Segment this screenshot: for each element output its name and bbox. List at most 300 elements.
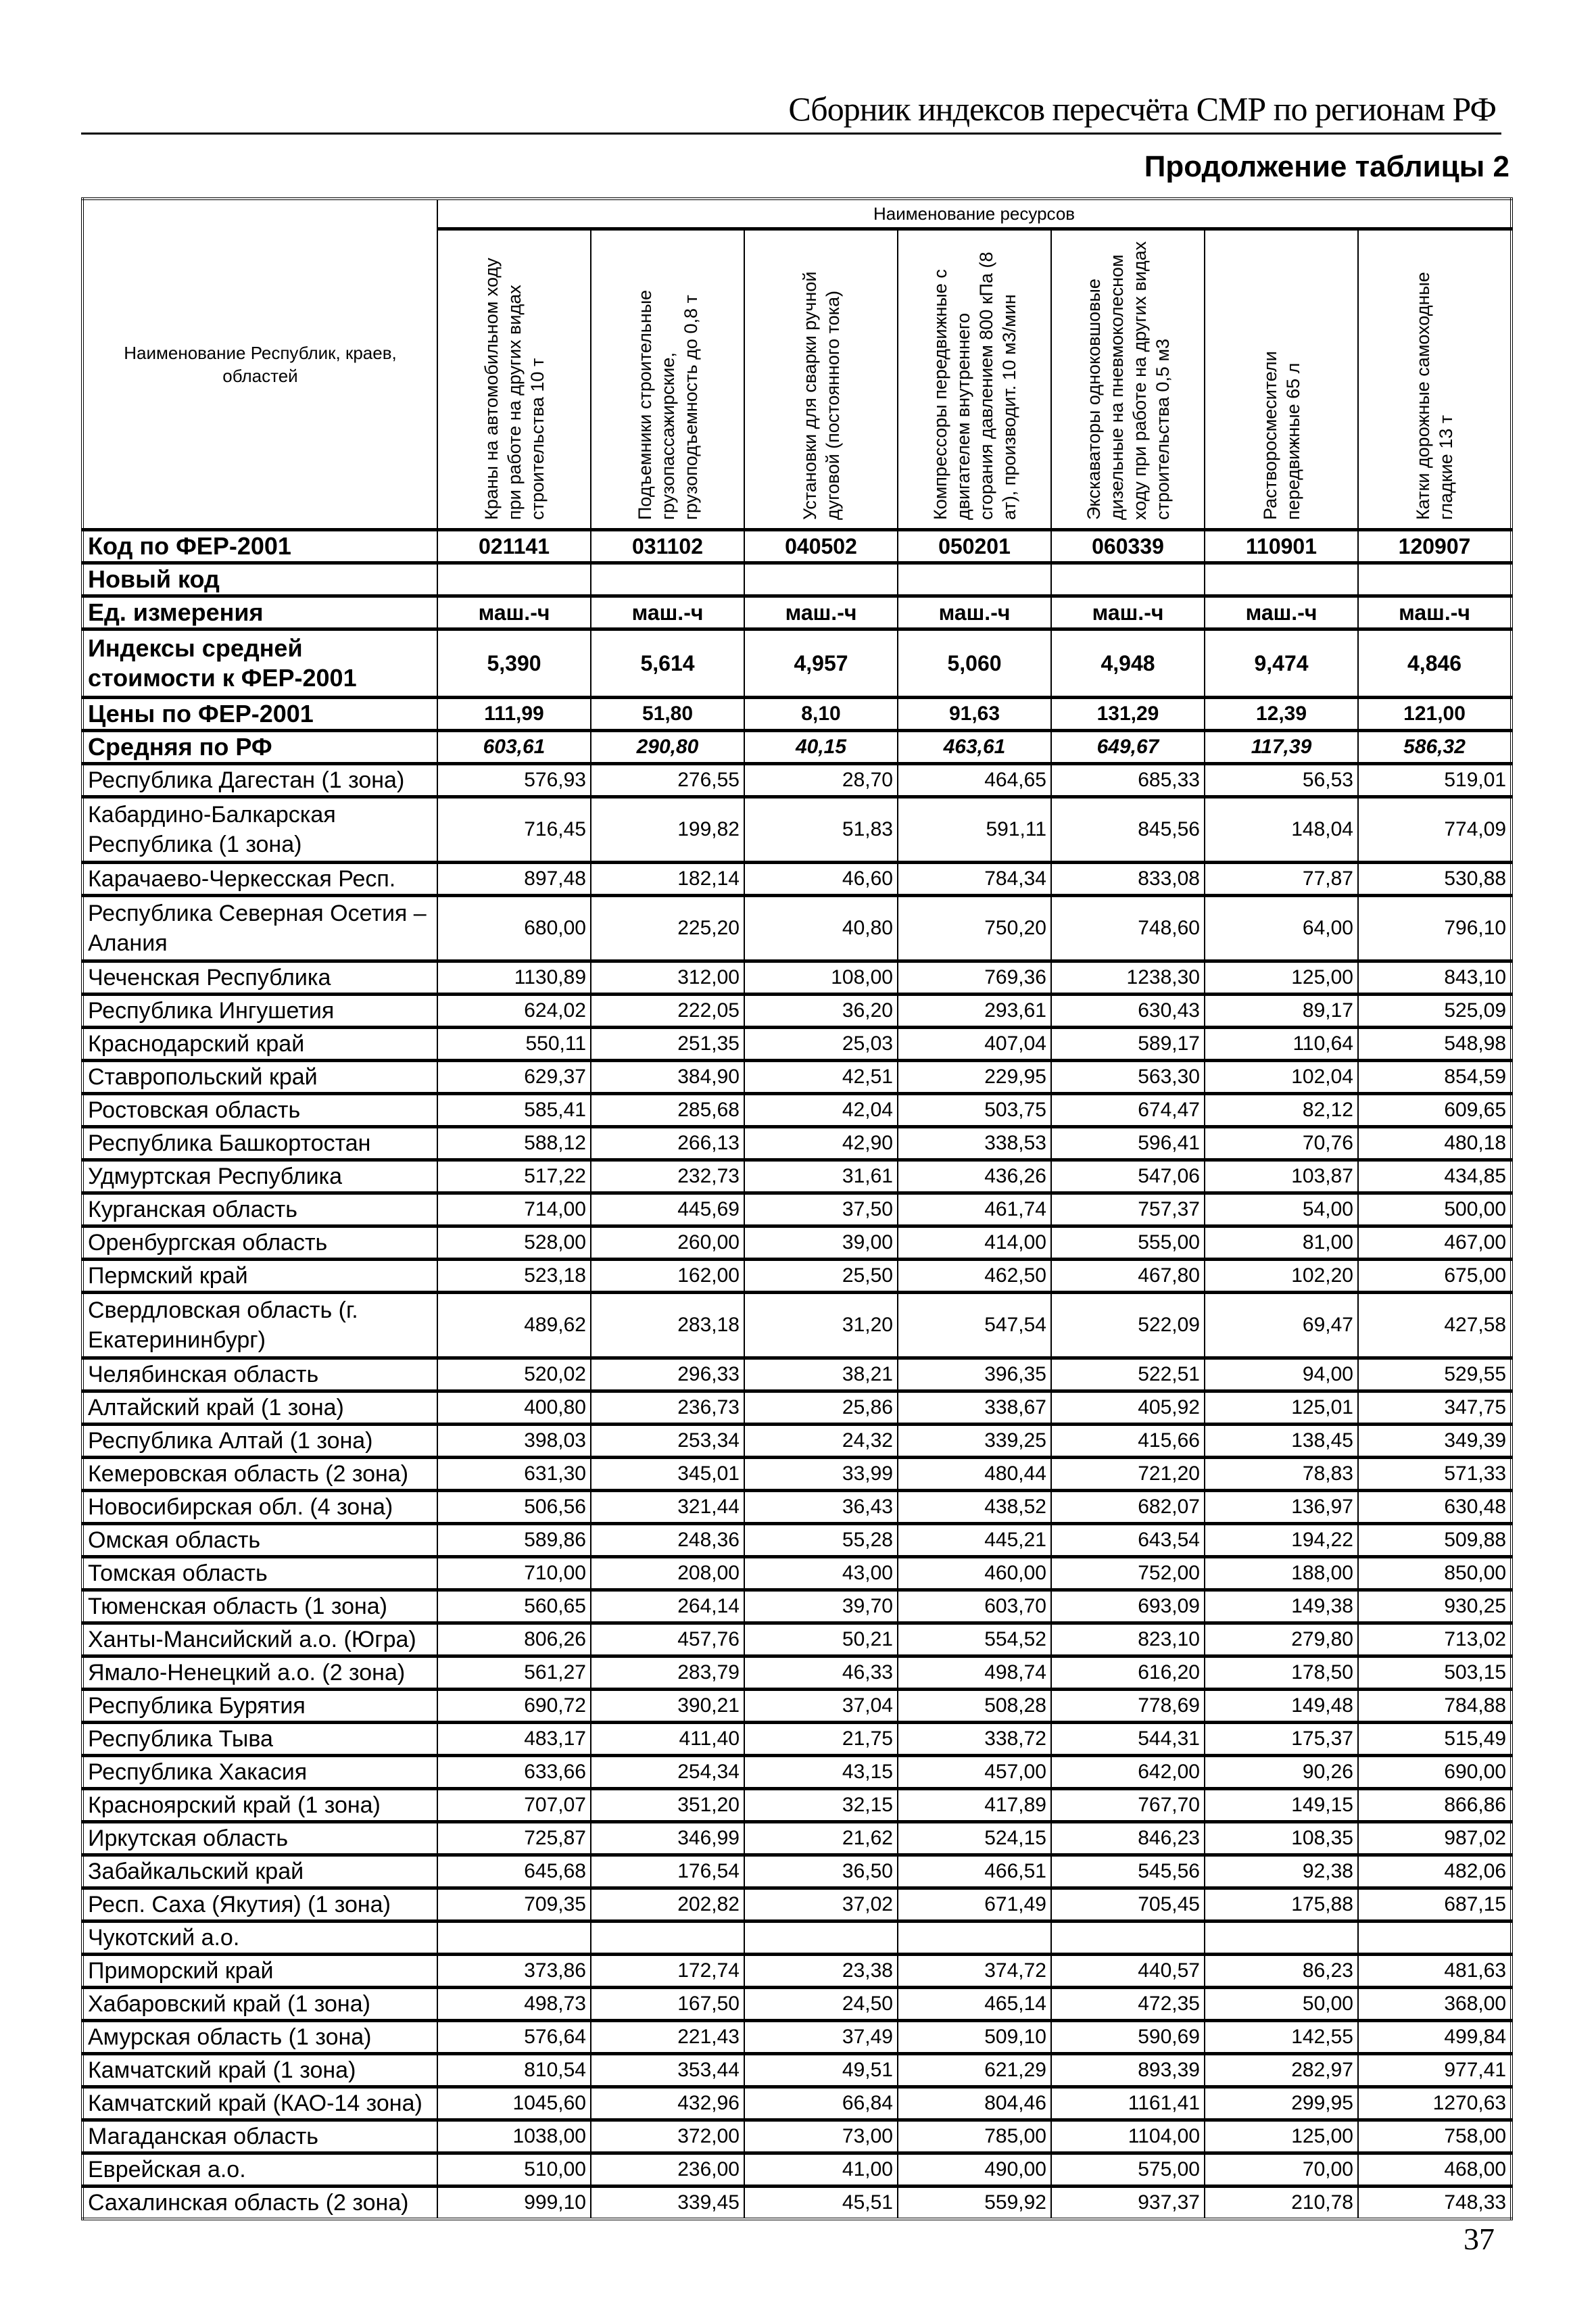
table-row [82,1922,1512,1955]
index-value: 248,36 [591,1524,744,1557]
resource-header-1 [591,229,744,530]
index-value: 42,90 [744,1127,898,1160]
index-value: 778,69 [1051,1690,1205,1723]
index-value: 24,50 [744,1988,898,2021]
index-value: 102,20 [1205,1260,1358,1293]
index-value: 707,07 [437,1789,591,1822]
index-value: 45,51 [744,2187,898,2220]
index-value: 167,50 [591,1988,744,2021]
index-value: 506,56 [437,1491,591,1524]
table-row [82,1557,1512,1590]
index-value: 415,66 [1051,1425,1205,1458]
index-value: 687,15 [1358,1888,1512,1922]
region-name: Алтайский край (1 зона) [82,1391,437,1425]
index-value: 519,01 [1358,764,1512,797]
index-value: 353,44 [591,2054,744,2087]
index-value: 457,00 [898,1756,1051,1789]
index-value: 545,56 [1051,1855,1205,1888]
header-row-value: 12,39 [1205,698,1358,731]
index-value: 680,00 [437,896,591,961]
index-value: 283,18 [591,1293,744,1358]
index-value: 299,95 [1205,2087,1358,2120]
index-value: 77,87 [1205,863,1358,896]
index-value: 125,00 [1205,961,1358,995]
index-value: 276,55 [591,764,744,797]
region-name: Курганская область [82,1193,437,1226]
index-value: 642,00 [1051,1756,1205,1789]
index-value: 490,00 [898,2153,1051,2187]
table-row [82,1656,1512,1690]
index-value: 414,00 [898,1226,1051,1260]
index-value: 937,37 [1051,2187,1205,2220]
index-value: 559,92 [898,2187,1051,2220]
index-value: 175,88 [1205,1888,1358,1922]
region-name: Республика Бурятия [82,1690,437,1723]
index-value: 547,06 [1051,1160,1205,1193]
header-row [82,596,1512,629]
header-rule [81,133,1501,135]
index-value: 457,76 [591,1623,744,1656]
index-value: 56,53 [1205,764,1358,797]
index-value: 631,30 [437,1458,591,1491]
index-value: 588,12 [437,1127,591,1160]
header-row-value: 463,61 [898,731,1051,764]
index-value: 767,70 [1051,1789,1205,1822]
header-row-value [744,563,898,596]
index-value: 346,99 [591,1822,744,1855]
index-value: 398,03 [437,1425,591,1458]
header-row-value: маш.-ч [898,596,1051,629]
index-value: 629,37 [437,1061,591,1094]
table-row [82,1127,1512,1160]
header-row-value: 4,846 [1358,629,1512,698]
index-value: 866,86 [1358,1789,1512,1822]
index-value: 345,01 [591,1458,744,1491]
index-value: 510,00 [437,2153,591,2187]
index-value: 854,59 [1358,1061,1512,1094]
resource-header-0 [437,229,591,530]
index-value: 630,48 [1358,1491,1512,1524]
index-value: 589,86 [437,1524,591,1557]
index-value: 46,60 [744,863,898,896]
region-name: Томская область [82,1557,437,1590]
index-value [1358,1922,1512,1955]
index-value: 283,79 [591,1656,744,1690]
header-row-value: 649,67 [1051,731,1205,764]
index-value: 232,73 [591,1160,744,1193]
index-value: 482,06 [1358,1855,1512,1888]
index-value: 769,36 [898,961,1051,995]
index-value: 804,46 [898,2087,1051,2120]
index-value: 436,26 [898,1160,1051,1193]
index-value: 225,20 [591,896,744,961]
header-row-value [437,563,591,596]
table-row [82,1293,1512,1358]
index-value: 671,49 [898,1888,1051,1922]
index-value: 54,00 [1205,1193,1358,1226]
index-value: 589,17 [1051,1028,1205,1061]
index-value: 229,95 [898,1061,1051,1094]
table-row [82,2153,1512,2187]
table-row [82,1391,1512,1425]
index-value: 522,09 [1051,1293,1205,1358]
index-value: 89,17 [1205,995,1358,1028]
index-value: 82,12 [1205,1094,1358,1127]
region-name: Республика Дагестан (1 зона) [82,764,437,797]
index-value: 633,66 [437,1756,591,1789]
index-value: 590,69 [1051,2021,1205,2054]
index-value: 674,47 [1051,1094,1205,1127]
region-name: Кабардино-Балкарская Республика (1 зона) [82,797,437,863]
index-value: 279,80 [1205,1623,1358,1656]
page-number: 37 [1464,2222,1495,2256]
header-row-label: Новый код [82,563,437,596]
index-value: 530,88 [1358,863,1512,896]
index-value: 561,27 [437,1656,591,1690]
index-value: 548,98 [1358,1028,1512,1061]
index-value: 25,50 [744,1260,898,1293]
index-value: 710,00 [437,1557,591,1590]
table-row [82,1822,1512,1855]
index-value: 351,20 [591,1789,744,1822]
header-row-value: 40,15 [744,731,898,764]
header-row-value: 91,63 [898,698,1051,731]
index-value: 69,47 [1205,1293,1358,1358]
index-value: 125,01 [1205,1391,1358,1425]
region-name: Камчатский край (1 зона) [82,2054,437,2087]
index-value: 31,20 [744,1293,898,1358]
table-row [82,1260,1512,1293]
index-value: 445,21 [898,1524,1051,1557]
index-value: 464,65 [898,764,1051,797]
header-row [82,530,1512,563]
index-value: 468,00 [1358,2153,1512,2187]
resource-name: Экскаваторы одноковшовые дизельные на пневмоколесном ходу при работе на других видах строительства 0,5 м3 [1083,241,1173,520]
index-value: 202,82 [591,1888,744,1922]
index-value: 373,86 [437,1955,591,1988]
region-name: Удмуртская Республика [82,1160,437,1193]
index-value: 846,23 [1051,1822,1205,1855]
header-row-value [898,563,1051,596]
header-row-value: 131,29 [1051,698,1205,731]
header-row-value [1051,563,1205,596]
index-value: 372,00 [591,2120,744,2153]
index-value: 103,87 [1205,1160,1358,1193]
index-value: 293,61 [898,995,1051,1028]
table-row [82,1226,1512,1260]
region-name: Оренбургская область [82,1226,437,1260]
index-value: 266,13 [591,1127,744,1160]
index-value: 42,04 [744,1094,898,1127]
table-row [82,961,1512,995]
index-value: 39,70 [744,1590,898,1623]
resource-name: Установки для сварки ручной дуговой (постоянного тока) [799,271,843,520]
index-value: 748,33 [1358,2187,1512,2220]
index-value: 1161,41 [1051,2087,1205,2120]
index-value: 40,80 [744,896,898,961]
table-row [82,1855,1512,1888]
index-value: 467,80 [1051,1260,1205,1293]
index-value: 39,00 [744,1226,898,1260]
index-value: 750,20 [898,896,1051,961]
continuation-title: Продолжение таблицы 2 [1144,150,1509,183]
index-value: 427,58 [1358,1293,1512,1358]
index-value: 1238,30 [1051,961,1205,995]
index-value: 643,54 [1051,1524,1205,1557]
index-value: 498,74 [898,1656,1051,1690]
table-row [82,1623,1512,1656]
index-value: 41,00 [744,2153,898,2187]
header-row-value: 040502 [744,530,898,563]
region-name: Карачаево-Черкесская Респ. [82,863,437,896]
header-row-value [1205,563,1358,596]
index-value: 748,60 [1051,896,1205,961]
index-value: 585,41 [437,1094,591,1127]
index-value: 498,73 [437,1988,591,2021]
index-value: 339,45 [591,2187,744,2220]
index-value: 149,38 [1205,1590,1358,1623]
resource-header-2 [744,229,898,530]
header-row-value: маш.-ч [437,596,591,629]
index-value: 845,56 [1051,797,1205,863]
table-row [82,1094,1512,1127]
index-value: 31,61 [744,1160,898,1193]
table-row [82,1160,1512,1193]
index-value: 621,29 [898,2054,1051,2087]
index-value: 390,21 [591,1690,744,1723]
header-row-value: 4,948 [1051,629,1205,698]
header-row-value: 5,060 [898,629,1051,698]
region-name: Кемеровская область (2 зона) [82,1458,437,1491]
region-name: Челябинская область [82,1358,437,1391]
index-value: 172,74 [591,1955,744,1988]
region-name: Чеченская Республика [82,961,437,995]
index-value: 509,88 [1358,1524,1512,1557]
header-row-value: маш.-ч [744,596,898,629]
index-value: 616,20 [1051,1656,1205,1690]
index-value: 685,33 [1051,764,1205,797]
index-value: 338,53 [898,1127,1051,1160]
region-name: Омская область [82,1524,437,1557]
index-value [1051,1922,1205,1955]
index-value: 509,10 [898,2021,1051,2054]
index-value: 28,70 [744,764,898,797]
index-value: 675,00 [1358,1260,1512,1293]
index-value: 70,76 [1205,1127,1358,1160]
index-value: 222,05 [591,995,744,1028]
index-value: 32,15 [744,1789,898,1822]
table-row [82,764,1512,797]
header-row [82,731,1512,764]
running-head: Сборник индексов пересчёта СМР по регионам РФ [788,90,1496,128]
index-value: 575,00 [1051,2153,1205,2187]
index-value: 563,30 [1051,1061,1205,1094]
index-value: 73,00 [744,2120,898,2153]
index-value: 33,99 [744,1458,898,1491]
table-row [82,2021,1512,2054]
index-value: 285,68 [591,1094,744,1127]
table-row [82,1524,1512,1557]
index-value: 49,51 [744,2054,898,2087]
table-row [82,1028,1512,1061]
table-row [82,995,1512,1028]
index-value: 368,00 [1358,1988,1512,2021]
index-value: 547,54 [898,1293,1051,1358]
index-value: 411,40 [591,1723,744,1756]
index-value: 721,20 [1051,1458,1205,1491]
index-value: 194,22 [1205,1524,1358,1557]
table-row [82,1061,1512,1094]
index-value: 432,96 [591,2087,744,2120]
index-value: 125,00 [1205,2120,1358,2153]
index-value: 461,74 [898,1193,1051,1226]
index-value: 1130,89 [437,961,591,995]
index-value: 24,32 [744,1425,898,1458]
index-value: 529,55 [1358,1358,1512,1391]
resource-name: Подъемники строительные грузопассажирские, грузоподъемность до 0,8 т [634,289,701,520]
table-row [82,1789,1512,1822]
index-value: 480,18 [1358,1127,1512,1160]
index-value: 850,00 [1358,1557,1512,1590]
table-row [82,1193,1512,1226]
index-value: 66,84 [744,2087,898,2120]
index-value: 713,02 [1358,1623,1512,1656]
index-value: 149,15 [1205,1789,1358,1822]
region-name: Ставропольский край [82,1061,437,1094]
region-name: Хабаровский край (1 зона) [82,1988,437,2021]
region-name: Амурская область (1 зона) [82,2021,437,2054]
table-row [82,1988,1512,2021]
region-name: Краснодарский край [82,1028,437,1061]
index-value: 445,69 [591,1193,744,1226]
index-value: 138,45 [1205,1425,1358,1458]
index-value: 609,65 [1358,1094,1512,1127]
header-row-value: 5,614 [591,629,744,698]
header-row-value: 51,80 [591,698,744,731]
index-value: 1270,63 [1358,2087,1512,2120]
index-value: 400,80 [437,1391,591,1425]
index-value: 481,63 [1358,1955,1512,1988]
index-value: 554,52 [898,1623,1051,1656]
index-value: 784,88 [1358,1690,1512,1723]
index-table [81,197,1513,2220]
index-value: 785,00 [898,2120,1051,2153]
index-value: 705,45 [1051,1888,1205,1922]
table-row [82,1955,1512,1988]
region-name: Пермский край [82,1260,437,1293]
resource-header-6 [1358,229,1512,530]
header-row-value: 110901 [1205,530,1358,563]
header-row-value: 8,10 [744,698,898,731]
index-value: 550,11 [437,1028,591,1061]
index-value: 528,00 [437,1226,591,1260]
index-value: 520,02 [437,1358,591,1391]
index-value: 36,43 [744,1491,898,1524]
index-value: 78,83 [1205,1458,1358,1491]
index-value: 1045,60 [437,2087,591,2120]
table-row [82,1888,1512,1922]
region-name: Республика Алтай (1 зона) [82,1425,437,1458]
region-name: Красноярский край (1 зона) [82,1789,437,1822]
header-row-value: маш.-ч [1051,596,1205,629]
header-row [82,563,1512,596]
index-value: 149,48 [1205,1690,1358,1723]
index-value: 693,09 [1051,1590,1205,1623]
index-value: 264,14 [591,1590,744,1623]
index-value: 37,49 [744,2021,898,2054]
header-row [82,629,1512,698]
index-value: 50,21 [744,1623,898,1656]
table-row [82,2120,1512,2153]
region-name: Чукотский а.о. [82,1922,437,1955]
index-value: 483,17 [437,1723,591,1756]
index-value: 690,00 [1358,1756,1512,1789]
index-value: 86,23 [1205,1955,1358,1988]
region-column-header: Наименование Республик, краев, областей [82,199,437,530]
index-value: 374,72 [898,1955,1051,1988]
resource-header-3 [898,229,1051,530]
region-name: Сахалинская область (2 зона) [82,2187,437,2220]
index-value: 758,00 [1358,2120,1512,2153]
table-row [82,896,1512,961]
header-row-value: 290,80 [591,731,744,764]
index-value: 162,00 [591,1260,744,1293]
table-row [82,1491,1512,1524]
region-name: Ростовская область [82,1094,437,1127]
table-row [82,1756,1512,1789]
index-value: 645,68 [437,1855,591,1888]
index-value: 405,92 [1051,1391,1205,1425]
index-value: 338,67 [898,1391,1051,1425]
index-value: 823,10 [1051,1623,1205,1656]
index-value: 64,00 [1205,896,1358,961]
header-row-value: 9,474 [1205,629,1358,698]
index-value: 796,10 [1358,896,1512,961]
region-name: Свердловская область (г. Екатерининбург) [82,1293,437,1358]
index-value: 36,50 [744,1855,898,1888]
header-row-value: 021141 [437,530,591,563]
region-name: Республика Хакасия [82,1756,437,1789]
index-value: 560,65 [437,1590,591,1623]
header-row-value: 586,32 [1358,731,1512,764]
header-row-value [591,563,744,596]
index-value: 407,04 [898,1028,1051,1061]
index-value: 178,50 [1205,1656,1358,1690]
index-value: 460,00 [898,1557,1051,1590]
index-value [744,1922,898,1955]
index-value: 467,00 [1358,1226,1512,1260]
index-value: 25,86 [744,1391,898,1425]
index-value: 108,35 [1205,1822,1358,1855]
index-value: 596,41 [1051,1127,1205,1160]
index-value: 42,51 [744,1061,898,1094]
index-value: 296,33 [591,1358,744,1391]
index-value: 384,90 [591,1061,744,1094]
index-value: 624,02 [437,995,591,1028]
index-value: 81,00 [1205,1226,1358,1260]
index-value: 462,50 [898,1260,1051,1293]
index-value: 438,52 [898,1491,1051,1524]
table-row [82,797,1512,863]
region-name: Новосибирская обл. (4 зона) [82,1491,437,1524]
index-value: 544,31 [1051,1723,1205,1756]
header-row-value: 4,957 [744,629,898,698]
index-value: 321,44 [591,1491,744,1524]
index-value: 210,78 [1205,2187,1358,2220]
table-row [82,1458,1512,1491]
header-row-label: Средняя по РФ [82,731,437,764]
index-value: 752,00 [1051,1557,1205,1590]
